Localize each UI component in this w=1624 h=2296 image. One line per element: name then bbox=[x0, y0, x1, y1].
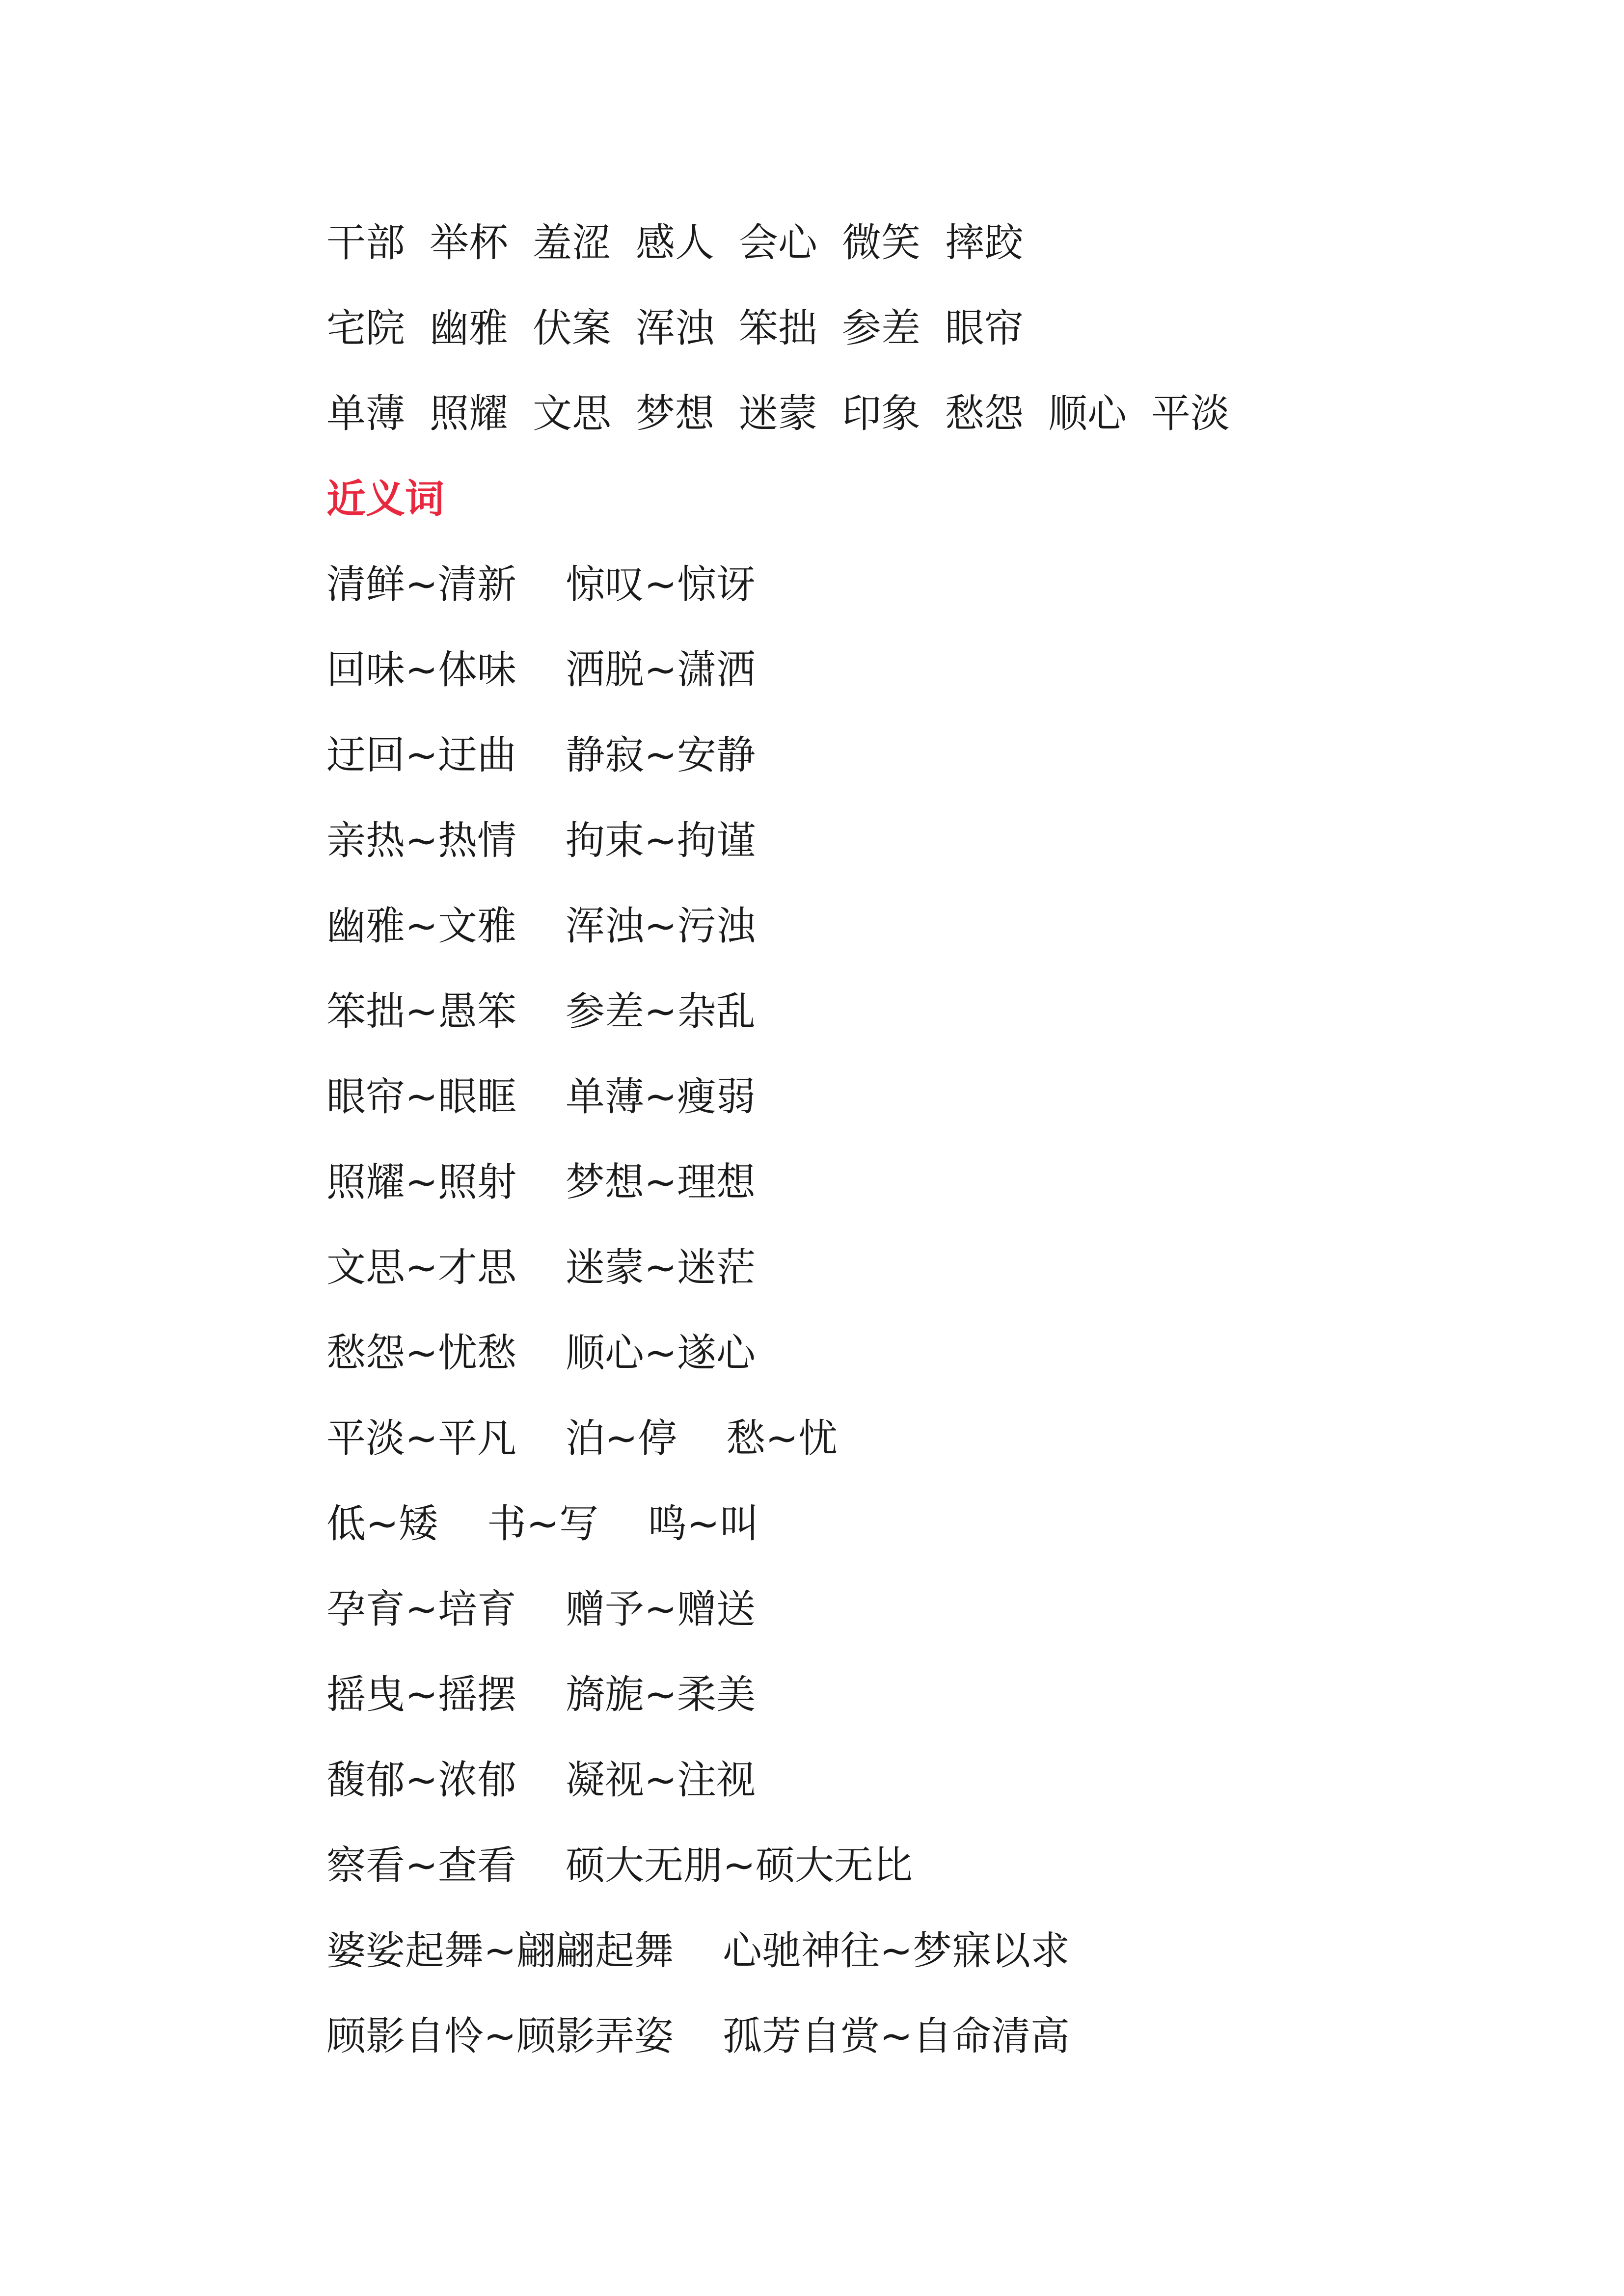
synonym-pair: 顾影自怜~顾影弄姿 bbox=[326, 2013, 674, 2059]
vocabulary-row bbox=[326, 216, 1407, 301]
synonym-pair: 鸣~叫 bbox=[648, 1501, 759, 1547]
vocabulary-word: 参差 bbox=[842, 305, 920, 351]
synonym-pair: 回味~体味 bbox=[326, 647, 517, 693]
synonym-pair: 拘束~拘谨 bbox=[566, 818, 756, 863]
synonym-pair: 顺心~遂心 bbox=[566, 1330, 756, 1376]
synonym-pair: 低~矮 bbox=[326, 1501, 438, 1547]
vocabulary-word: 平淡 bbox=[1151, 391, 1230, 436]
vocabulary-word: 感人 bbox=[636, 220, 714, 266]
vocabulary-word: 照耀 bbox=[430, 391, 508, 436]
synonym-pair: 清鲜~清新 bbox=[326, 561, 517, 607]
synonym-pair: 迂回~迂曲 bbox=[326, 732, 517, 778]
synonym-row bbox=[326, 1326, 1407, 1412]
synonym-pair: 馥郁~浓郁 bbox=[326, 1757, 517, 1803]
synonym-pair: 静寂~安静 bbox=[566, 732, 756, 778]
synonym-row bbox=[326, 1582, 1407, 1668]
synonym-row bbox=[326, 1497, 1407, 1582]
synonym-pair: 惊叹~惊讶 bbox=[566, 561, 756, 607]
vocabulary-word: 印象 bbox=[842, 391, 920, 436]
vocabulary-word: 顺心 bbox=[1048, 391, 1127, 436]
vocabulary-word: 单薄 bbox=[326, 391, 405, 436]
synonym-pair: 孤芳自赏~自命清高 bbox=[723, 2013, 1070, 2059]
synonym-pair: 婆娑起舞~翩翩起舞 bbox=[326, 1928, 674, 1974]
synonym-row bbox=[326, 2009, 1407, 2095]
vocabulary-word: 伏案 bbox=[533, 305, 611, 351]
synonym-pair: 眼帘~眼眶 bbox=[326, 1074, 517, 1120]
synonym-row bbox=[326, 899, 1407, 985]
synonym-row bbox=[326, 1155, 1407, 1241]
vocabulary-row bbox=[326, 301, 1407, 387]
vocabulary-word: 迷蒙 bbox=[739, 391, 817, 436]
vocabulary-word: 幽雅 bbox=[430, 305, 508, 351]
synonym-pair: 摇曳~摇摆 bbox=[326, 1672, 517, 1717]
synonym-pair: 洒脱~潇洒 bbox=[566, 647, 756, 693]
synonym-pair: 愁怨~忧愁 bbox=[326, 1330, 517, 1376]
synonym-pair: 浑浊~污浊 bbox=[566, 903, 756, 949]
synonym-row bbox=[326, 558, 1407, 643]
synonym-pair: 书~写 bbox=[487, 1501, 599, 1547]
synonym-row bbox=[326, 1753, 1407, 1839]
synonym-pair: 凝视~注视 bbox=[566, 1757, 756, 1803]
vocabulary-word: 羞涩 bbox=[533, 220, 611, 266]
vocabulary-word: 梦想 bbox=[636, 391, 714, 436]
synonym-pair: 泊~停 bbox=[566, 1415, 677, 1461]
synonym-pair: 察看~查看 bbox=[326, 1842, 517, 1888]
vocabulary-word: 愁怨 bbox=[945, 391, 1024, 436]
synonym-pair: 参差~杂乱 bbox=[566, 988, 756, 1034]
vocabulary-word: 举杯 bbox=[430, 220, 508, 266]
vocabulary-word: 微笑 bbox=[842, 220, 920, 266]
synonym-pair: 亲热~热情 bbox=[326, 818, 517, 863]
document-content bbox=[326, 216, 1407, 2095]
synonym-pair: 心驰神往~梦寐以求 bbox=[723, 1928, 1070, 1974]
vocabulary-word: 浑浊 bbox=[636, 305, 714, 351]
synonym-pair: 幽雅~文雅 bbox=[326, 903, 517, 949]
synonym-row bbox=[326, 1839, 1407, 1924]
synonym-pair: 笨拙~愚笨 bbox=[326, 988, 517, 1034]
vocabulary-row bbox=[326, 387, 1407, 472]
synonym-pair: 梦想~理想 bbox=[566, 1159, 756, 1205]
synonym-row bbox=[326, 1412, 1407, 1497]
synonym-row bbox=[326, 1924, 1407, 2009]
synonym-pair: 赠予~赠送 bbox=[566, 1586, 756, 1632]
synonyms-heading: 近义词 bbox=[326, 476, 444, 522]
synonym-pair: 孕育~培育 bbox=[326, 1586, 517, 1632]
vocabulary-word: 笨拙 bbox=[739, 305, 817, 351]
synonym-row bbox=[326, 643, 1407, 728]
synonym-row bbox=[326, 1070, 1407, 1155]
synonym-row bbox=[326, 1241, 1407, 1326]
synonym-row bbox=[326, 814, 1407, 899]
synonym-row bbox=[326, 985, 1407, 1070]
synonym-pair: 文思~才思 bbox=[326, 1245, 517, 1290]
synonym-row bbox=[326, 728, 1407, 814]
vocabulary-word: 眼帘 bbox=[945, 305, 1024, 351]
synonym-row bbox=[326, 1668, 1407, 1753]
synonym-pair: 迷蒙~迷茫 bbox=[566, 1245, 756, 1290]
vocabulary-word: 宅院 bbox=[326, 305, 405, 351]
vocabulary-word: 文思 bbox=[533, 391, 611, 436]
synonym-pair: 旖旎~柔美 bbox=[566, 1672, 756, 1717]
vocabulary-word: 会心 bbox=[739, 220, 817, 266]
vocabulary-word: 干部 bbox=[326, 220, 405, 266]
synonym-pair: 单薄~瘦弱 bbox=[566, 1074, 756, 1120]
synonym-pair: 照耀~照射 bbox=[326, 1159, 517, 1205]
synonym-pair: 平淡~平凡 bbox=[326, 1415, 517, 1461]
vocabulary-word: 摔跤 bbox=[945, 220, 1024, 266]
synonym-pair: 愁~忧 bbox=[726, 1415, 838, 1461]
synonym-pair: 硕大无朋~硕大无比 bbox=[566, 1842, 913, 1888]
